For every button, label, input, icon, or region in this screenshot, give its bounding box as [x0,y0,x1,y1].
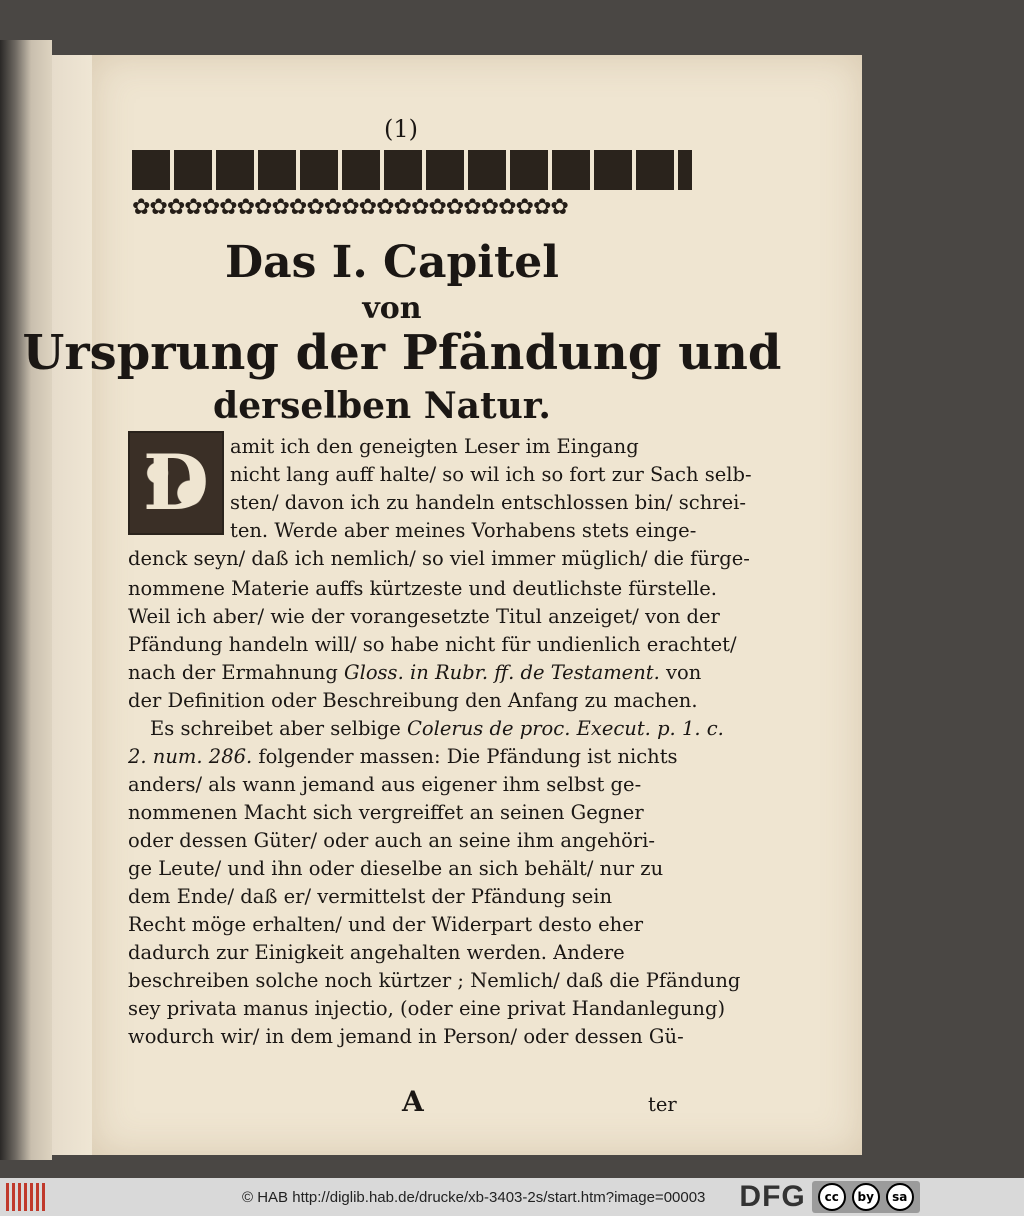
ornament-band-bottom: ✿✿✿✿✿✿✿✿✿✿✿✿✿✿✿✿✿✿✿✿✿✿✿✿✿ [132,195,568,220]
text-line: nommene Materie auffs kürtzeste und deutlichste fürstelle. [128,577,717,600]
text-line: Es schreibet aber selbige Colerus de proc. Execut. p. 1. c. [150,717,724,740]
catchword: ter [648,1093,677,1116]
chapter-title-line-2: derselben Natur. [213,385,551,427]
by-icon: by [852,1183,880,1211]
text-line: oder dessen Güter/ oder auch an seine ihm angehöri- [128,829,655,852]
footer-bar [0,1178,1024,1216]
chapter-title-line-1: Ursprung der Pfändung und [22,325,782,381]
text-line: 2. num. 286. folgender massen: Die Pfändung ist nichts [128,745,678,768]
text-line: Pfändung handeln will/ so habe nicht für undienlich erachtet/ [128,633,737,656]
text-line: nicht lang auff halte/ so wil ich so fort zur Sach selb- [230,463,752,486]
text-line: sten/ davon ich zu handeln entschlossen bin/ schrei- [230,491,746,514]
ornament-band-top [132,150,692,190]
decorated-initial: D [128,431,224,535]
hab-logo-icon[interactable] [6,1183,46,1211]
text-line: nach der Ermahnung Gloss. in Rubr. ff. de Testament. von [128,661,702,684]
text-line: wodurch wir/ in dem jemand in Person/ oder dessen Gü- [128,1025,684,1048]
text-line: dadurch zur Einigkeit angehalten werden. Andere [128,941,625,964]
text-line: der Definition oder Beschreibung den Anfang zu machen. [128,689,698,712]
text-line: Weil ich aber/ wie der vorangesetzte Titul anzeiget/ von der [128,605,720,628]
book-page [22,55,862,1155]
text-line: nommenen Macht sich vergreiffet an seinen Gegner [128,801,644,824]
text-line: ge Leute/ und ihn oder dieselbe an sich behält/ nur zu [128,857,664,880]
signature-mark: A [402,1085,424,1118]
sa-icon: sa [886,1183,914,1211]
text-line: Recht möge erhalten/ und der Widerpart desto eher [128,913,644,936]
cc-icon: cc [818,1183,846,1211]
chapter-heading: Das I. Capitel [224,237,560,288]
text-line: amit ich den geneigten Leser im Eingang [230,435,639,458]
page-number: (1) [384,115,418,143]
text-line: beschreiben solche noch kürtzer ; Nemlich/ daß die Pfändung [128,969,741,992]
chapter-von: von [362,291,422,326]
book-spine [0,40,52,1160]
text-line: sey privata manus injectio, (oder eine privat Handanlegung) [128,997,726,1020]
text-line: anders/ als wann jemand aus eigener ihm selbst ge- [128,773,642,796]
text-line: denck seyn/ daß ich nemlich/ so viel immer müglich/ die fürge- [128,547,750,570]
previous-page-edge [52,55,93,1155]
dfg-logo[interactable]: DFG [739,1180,806,1213]
text-line: dem Ende/ daß er/ vermittelst der Pfändung sein [128,885,613,908]
credit-link[interactable]: © HAB http://diglib.hab.de/drucke/xb-3403-2s/start.htm?image=00003 [242,1188,706,1206]
text-line: ten. Werde aber meines Vorhabens stets einge- [230,519,697,542]
cc-license-badge[interactable] [812,1181,920,1213]
